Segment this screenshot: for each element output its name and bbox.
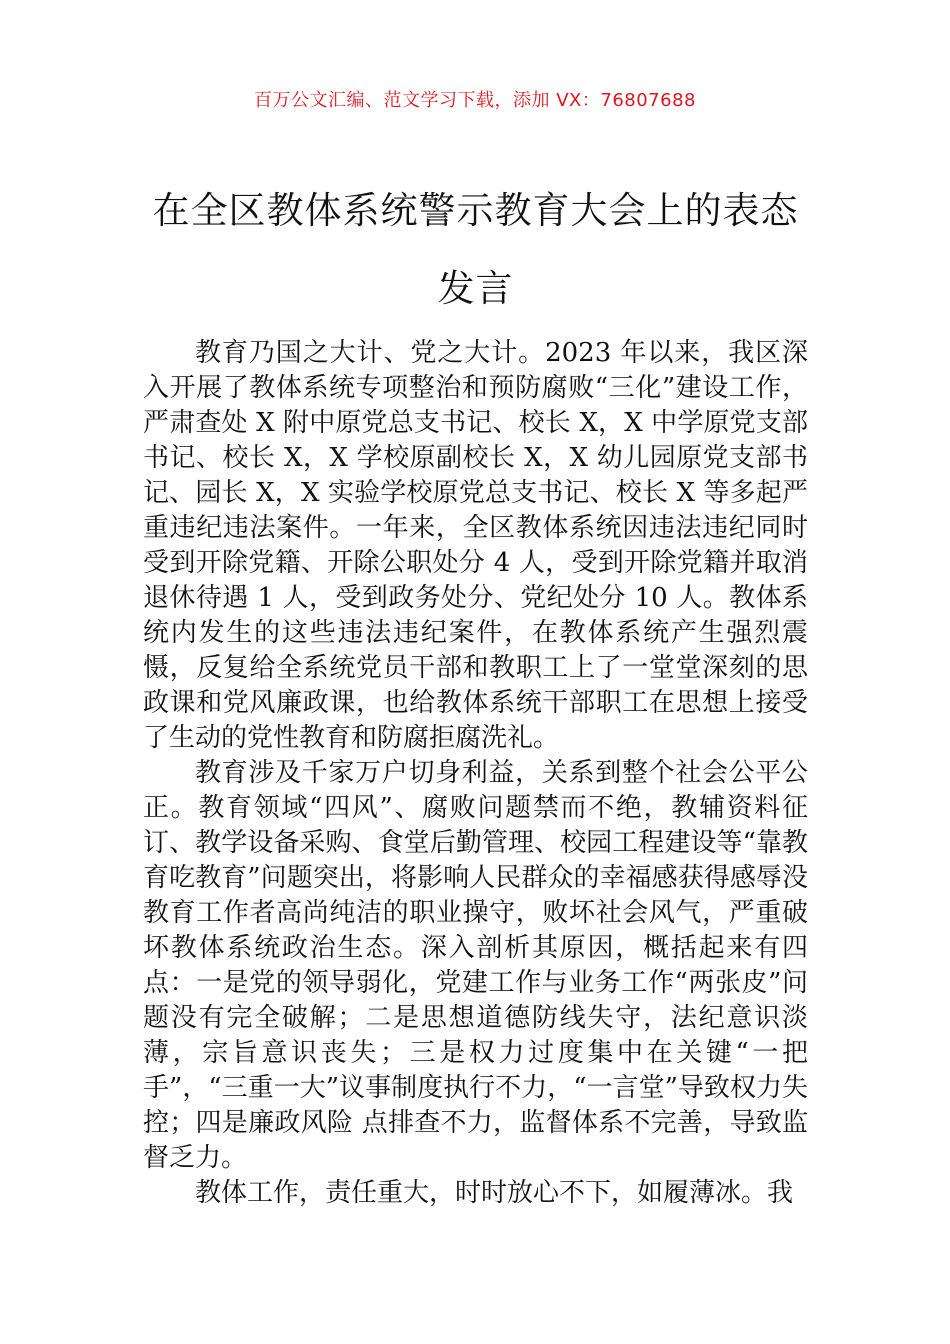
paragraph: 教育乃国之大计、党之大计。2023 年以来，我区深入开展了教体系统专项整治和预防腐败“三化”建设工作，严肃查处 X 附中原党总支书记、校长 X，X 中学原党支部书记、校长 X，X 学校原副校长 X，X 幼儿园原党支部书记、园长 X，X 实验学校原党总支书记、校长 X 等多起严重违纪违法案件。一年来，全区教体系统因违法违纪同时受到开除党籍、开除公职处分 4 人，受到开除党籍并取消退休待遇 1 人，受到政务处分、党纪处分 10 人。教体系统内发生的这些违法违纪案件，在教体系统产生强烈震慑，反复给全系统党员干部和教职工上了一堂堂深刻的思政课和党风廉政课，也给教体系统干部职工在思想上接受了生动的党性教育和防腐拒腐洗礼。 bbox=[143, 338, 808, 753]
document-title: 在全区教体系统警示教育大会上的表态发言 bbox=[152, 189, 799, 310]
paragraph: 教体工作，责任重大，时时放心不下，如履薄冰。我 bbox=[195, 1178, 794, 1208]
document-body bbox=[143, 336, 808, 1211]
paragraph: 教育涉及千家万户切身利益，关系到整个社会公平公正。教育领域“四风”、腐败问题禁而不绝，教辅资料征订、教学设备采购、食堂后勤管理、校园工程建设等“靠教育吃教育”问题突出，将影响人民群众的幸福感获得感辱没教育工作者高尚纯洁的职业操守，败坏社会风气，严重破坏教体系统政治生态。深入剖析其原因，概括起来有四点：一是党的领导弱化，党建工作与业务工作“两张皮”问题没有完全破解；二是思想道德防线失守，法纪意识淡薄，宗旨意识丧失；三是权力过度集中在关键“一把手”，“三重一大”议事制度执行不力，“一言堂”导致权力失控；四是廉政风险 点排查不力，监督体系不完善，导致监督乏力。 bbox=[143, 758, 808, 1173]
header-note: 百万公文汇编、范文学习下载，添加 VX：76807688 bbox=[254, 90, 696, 111]
